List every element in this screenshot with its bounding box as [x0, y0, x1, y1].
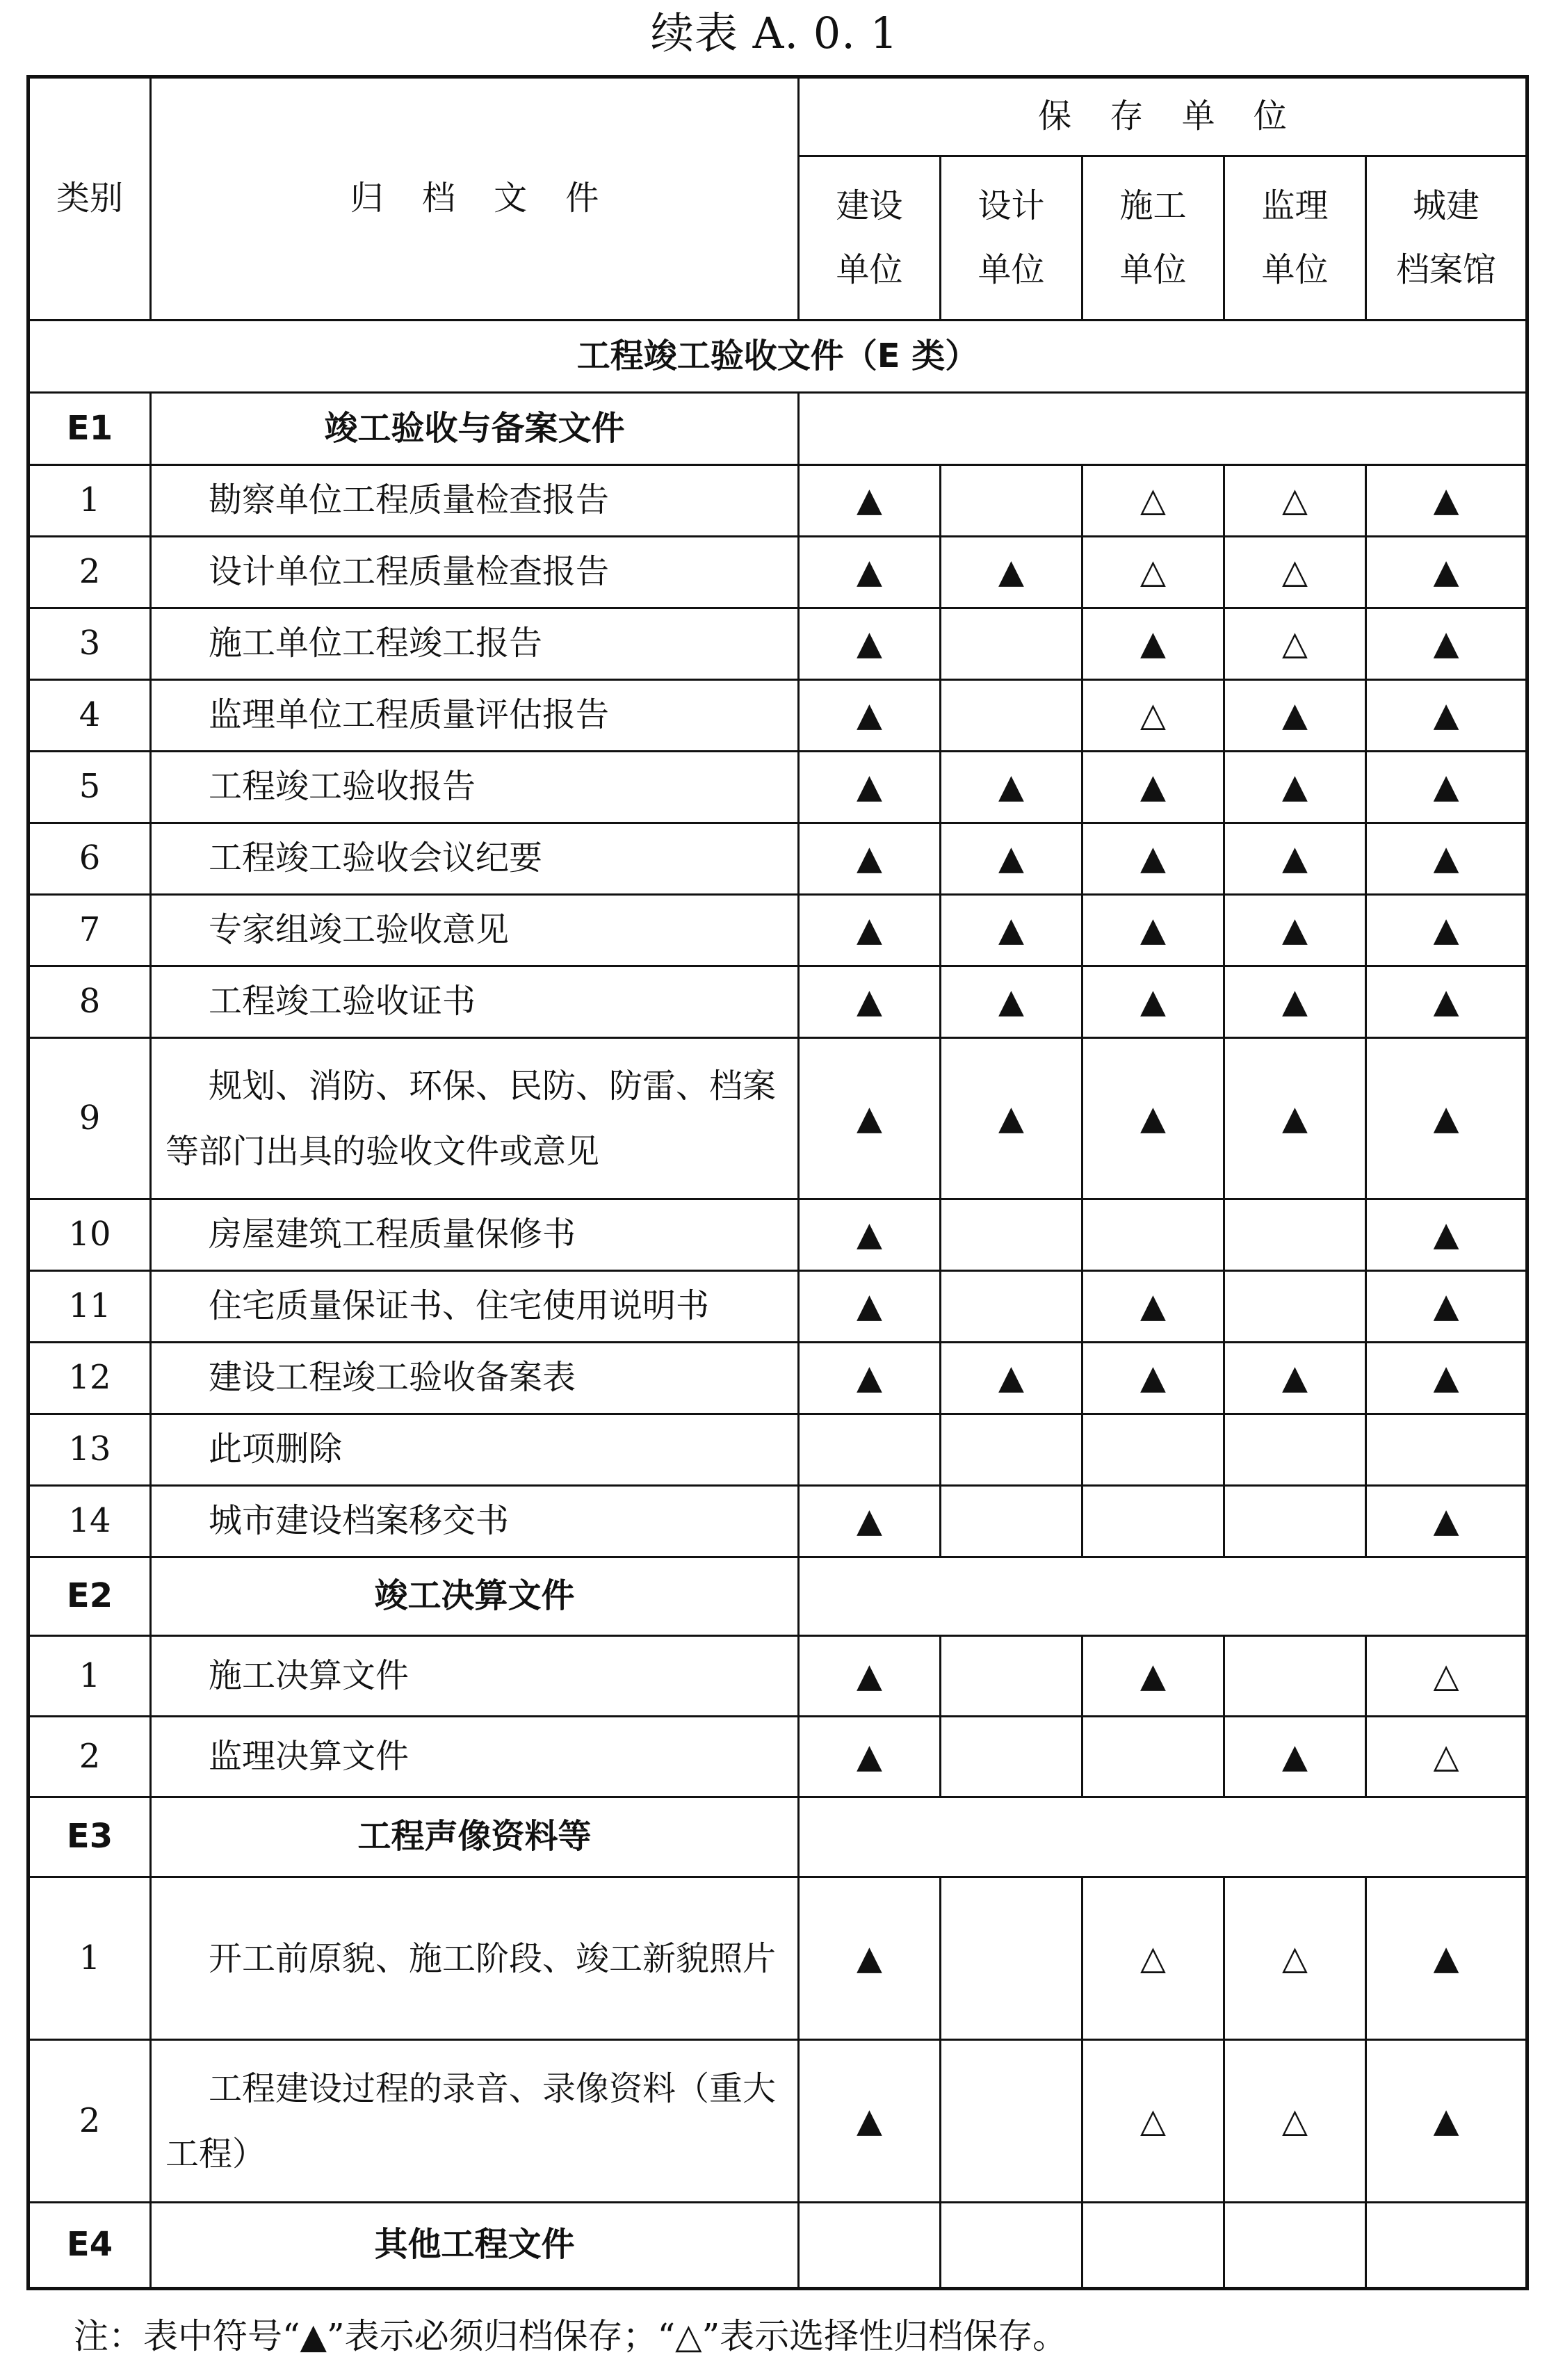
table-caption: 续表 A. 0. 1: [650, 8, 899, 58]
mark-archive: ▲: [1366, 1877, 1527, 2040]
mark-builder: ▲: [1082, 1038, 1224, 1199]
group-title: 竣工决算文件: [151, 1557, 799, 1636]
mark-construction: ▲: [799, 1199, 941, 1271]
mark-archive: △: [1366, 1717, 1527, 1797]
group-row-e4: [29, 2203, 1527, 2289]
row-number: 5: [29, 752, 151, 823]
mark-design: [941, 1414, 1082, 1486]
table-row: [29, 752, 1527, 823]
mark-design: ▲: [941, 752, 1082, 823]
row-number: 1: [29, 465, 151, 537]
archive-table: [26, 75, 1529, 2290]
group-blank: [799, 1797, 1527, 1877]
mark-construction: ▲: [799, 752, 941, 823]
mark-design: [941, 1199, 1082, 1271]
mark-builder: △: [1082, 680, 1224, 752]
mark-archive: ▲: [1366, 966, 1527, 1038]
mark-supervisor: △: [1224, 1877, 1366, 2040]
row-number: 2: [29, 2040, 151, 2203]
mark-archive: ▲: [1366, 1038, 1527, 1199]
group-row-e1: [29, 393, 1527, 465]
mark-supervisor: ▲: [1224, 1038, 1366, 1199]
mark-archive: ▲: [1366, 895, 1527, 966]
row-document-name: 工程竣工验收会议纪要: [151, 823, 799, 895]
row-number: 3: [29, 608, 151, 680]
row-document-name: 规划、消防、环保、民防、防雷、档案等部门出具的验收文件或意见: [151, 1038, 799, 1199]
table-row: [29, 1038, 1527, 1199]
row-document-name: 房屋建筑工程质量保修书: [151, 1199, 799, 1271]
mark-builder: ▲: [1082, 1343, 1224, 1414]
row-document-name: 施工单位工程竣工报告: [151, 608, 799, 680]
row-document-name: 专家组竣工验收意见: [151, 895, 799, 966]
mark-supervisor: ▲: [1224, 823, 1366, 895]
group-blank: [1224, 2203, 1366, 2289]
row-document-name: 此项删除: [151, 1414, 799, 1486]
mark-builder: [1082, 1717, 1224, 1797]
mark-supervisor: ▲: [1224, 895, 1366, 966]
table-row: [29, 1486, 1527, 1557]
group-blank: [1366, 2203, 1527, 2289]
header-storage-group: 保 存 单 位: [799, 77, 1527, 156]
table-row: [29, 465, 1527, 537]
table-row: [29, 823, 1527, 895]
row-number: 12: [29, 1343, 151, 1414]
mark-supervisor: △: [1224, 608, 1366, 680]
mark-archive: ▲: [1366, 2040, 1527, 2203]
mark-supervisor: ▲: [1224, 1717, 1366, 1797]
mark-construction: ▲: [799, 2040, 941, 2203]
row-number: 11: [29, 1271, 151, 1343]
mark-builder: ▲: [1082, 966, 1224, 1038]
section-title: 工程竣工验收文件（E 类）: [29, 321, 1527, 393]
group-title: 工程声像资料等: [151, 1797, 799, 1877]
mark-design: ▲: [941, 1343, 1082, 1414]
mark-design: ▲: [941, 895, 1082, 966]
group-blank: [1082, 2203, 1224, 2289]
table-row: [29, 895, 1527, 966]
row-document-name: 住宅质量保证书、住宅使用说明书: [151, 1271, 799, 1343]
mark-builder: △: [1082, 2040, 1224, 2203]
row-document-name: 勘察单位工程质量检查报告: [151, 465, 799, 537]
mark-supervisor: △: [1224, 537, 1366, 608]
mark-construction: ▲: [799, 966, 941, 1038]
group-code: E3: [29, 1797, 151, 1877]
mark-builder: △: [1082, 537, 1224, 608]
row-document-name: 施工决算文件: [151, 1636, 799, 1717]
mark-archive: ▲: [1366, 1271, 1527, 1343]
table-row: [29, 680, 1527, 752]
row-number: 1: [29, 1636, 151, 1717]
group-code: E4: [29, 2203, 151, 2289]
mark-design: [941, 680, 1082, 752]
mark-supervisor: [1224, 1199, 1366, 1271]
mark-construction: ▲: [799, 1486, 941, 1557]
mark-design: ▲: [941, 537, 1082, 608]
group-blank: [799, 393, 1527, 465]
mark-archive: ▲: [1366, 1343, 1527, 1414]
mark-supervisor: ▲: [1224, 752, 1366, 823]
mark-builder: [1082, 1414, 1224, 1486]
mark-builder: ▲: [1082, 823, 1224, 895]
mark-design: [941, 1877, 1082, 2040]
table-row: [29, 1271, 1527, 1343]
mark-archive: ▲: [1366, 1199, 1527, 1271]
mark-design: ▲: [941, 1038, 1082, 1199]
table-row: [29, 1877, 1527, 2040]
group-row-e2: [29, 1557, 1527, 1636]
mark-construction: ▲: [799, 537, 941, 608]
row-document-name: 工程竣工验收证书: [151, 966, 799, 1038]
mark-supervisor: ▲: [1224, 966, 1366, 1038]
group-title: 竣工验收与备案文件: [151, 393, 799, 465]
mark-construction: ▲: [799, 1271, 941, 1343]
header-category: 类别: [29, 77, 151, 321]
row-number: 2: [29, 1717, 151, 1797]
row-number: 7: [29, 895, 151, 966]
mark-supervisor: [1224, 1636, 1366, 1717]
mark-construction: ▲: [799, 1343, 941, 1414]
mark-archive: ▲: [1366, 608, 1527, 680]
header-document: 归 档 文 件: [151, 77, 799, 321]
group-code: E1: [29, 393, 151, 465]
mark-supervisor: [1224, 1486, 1366, 1557]
mark-builder: ▲: [1082, 1271, 1224, 1343]
table-row: [29, 966, 1527, 1038]
row-document-name: 工程竣工验收报告: [151, 752, 799, 823]
mark-builder: ▲: [1082, 752, 1224, 823]
table-row: [29, 1717, 1527, 1797]
mark-archive: [1366, 1414, 1527, 1486]
table-row: [29, 1636, 1527, 1717]
mark-construction: ▲: [799, 1636, 941, 1717]
mark-design: ▲: [941, 966, 1082, 1038]
mark-design: [941, 1636, 1082, 1717]
mark-design: [941, 1271, 1082, 1343]
mark-supervisor: ▲: [1224, 1343, 1366, 1414]
mark-builder: △: [1082, 465, 1224, 537]
row-number: 13: [29, 1414, 151, 1486]
mark-archive: ▲: [1366, 1486, 1527, 1557]
header-row-1: [29, 77, 1527, 156]
row-document-name: 监理单位工程质量评估报告: [151, 680, 799, 752]
mark-archive: ▲: [1366, 752, 1527, 823]
row-number: 4: [29, 680, 151, 752]
mark-design: [941, 2040, 1082, 2203]
table-row: [29, 2040, 1527, 2203]
row-number: 1: [29, 1877, 151, 2040]
mark-builder: ▲: [1082, 895, 1224, 966]
group-blank: [799, 1557, 1527, 1636]
group-row-e3: [29, 1797, 1527, 1877]
mark-archive: ▲: [1366, 465, 1527, 537]
mark-design: [941, 1486, 1082, 1557]
mark-archive: △: [1366, 1636, 1527, 1717]
mark-builder: △: [1082, 1877, 1224, 2040]
row-document-name: 工程建设过程的录音、录像资料（重大工程）: [151, 2040, 799, 2203]
header-unit-archive: 城建 档案馆: [1366, 156, 1527, 321]
table-row: [29, 1414, 1527, 1486]
table-row: [29, 1343, 1527, 1414]
mark-design: [941, 608, 1082, 680]
mark-archive: ▲: [1366, 823, 1527, 895]
table-row: [29, 537, 1527, 608]
mark-builder: [1082, 1486, 1224, 1557]
group-blank: [941, 2203, 1082, 2289]
mark-construction: ▲: [799, 895, 941, 966]
table-footnote: 注：表中符号“▲”表示必须归档保存；“△”表示选择性归档保存。: [74, 2316, 1068, 2356]
row-number: 6: [29, 823, 151, 895]
mark-construction: [799, 1414, 941, 1486]
mark-supervisor: △: [1224, 2040, 1366, 2203]
mark-construction: ▲: [799, 465, 941, 537]
mark-construction: ▲: [799, 680, 941, 752]
table-row: [29, 608, 1527, 680]
row-document-name: 城市建设档案移交书: [151, 1486, 799, 1557]
mark-construction: ▲: [799, 1877, 941, 2040]
row-document-name: 建设工程竣工验收备案表: [151, 1343, 799, 1414]
header-unit-construction: 建设 单位: [799, 156, 941, 321]
mark-construction: ▲: [799, 1717, 941, 1797]
mark-design: [941, 1717, 1082, 1797]
row-number: 8: [29, 966, 151, 1038]
row-number: 10: [29, 1199, 151, 1271]
row-number: 2: [29, 537, 151, 608]
mark-supervisor: [1224, 1271, 1366, 1343]
row-document-name: 设计单位工程质量检查报告: [151, 537, 799, 608]
row-number: 9: [29, 1038, 151, 1199]
mark-construction: ▲: [799, 1038, 941, 1199]
mark-supervisor: ▲: [1224, 680, 1366, 752]
row-document-name: 开工前原貌、施工阶段、竣工新貌照片: [151, 1877, 799, 2040]
group-blank: [799, 2203, 941, 2289]
row-document-name: 监理决算文件: [151, 1717, 799, 1797]
header-unit-supervisor: 监理 单位: [1224, 156, 1366, 321]
mark-builder: ▲: [1082, 1636, 1224, 1717]
mark-supervisor: [1224, 1414, 1366, 1486]
mark-builder: [1082, 1199, 1224, 1271]
mark-design: [941, 465, 1082, 537]
mark-builder: ▲: [1082, 608, 1224, 680]
section-row: [29, 321, 1527, 393]
table-row: [29, 1199, 1527, 1271]
mark-archive: ▲: [1366, 537, 1527, 608]
mark-construction: ▲: [799, 823, 941, 895]
mark-supervisor: △: [1224, 465, 1366, 537]
group-code: E2: [29, 1557, 151, 1636]
header-unit-builder: 施工 单位: [1082, 156, 1224, 321]
group-title: 其他工程文件: [151, 2203, 799, 2289]
mark-archive: ▲: [1366, 680, 1527, 752]
header-unit-design: 设计 单位: [941, 156, 1082, 321]
row-number: 14: [29, 1486, 151, 1557]
mark-construction: ▲: [799, 608, 941, 680]
mark-design: ▲: [941, 823, 1082, 895]
